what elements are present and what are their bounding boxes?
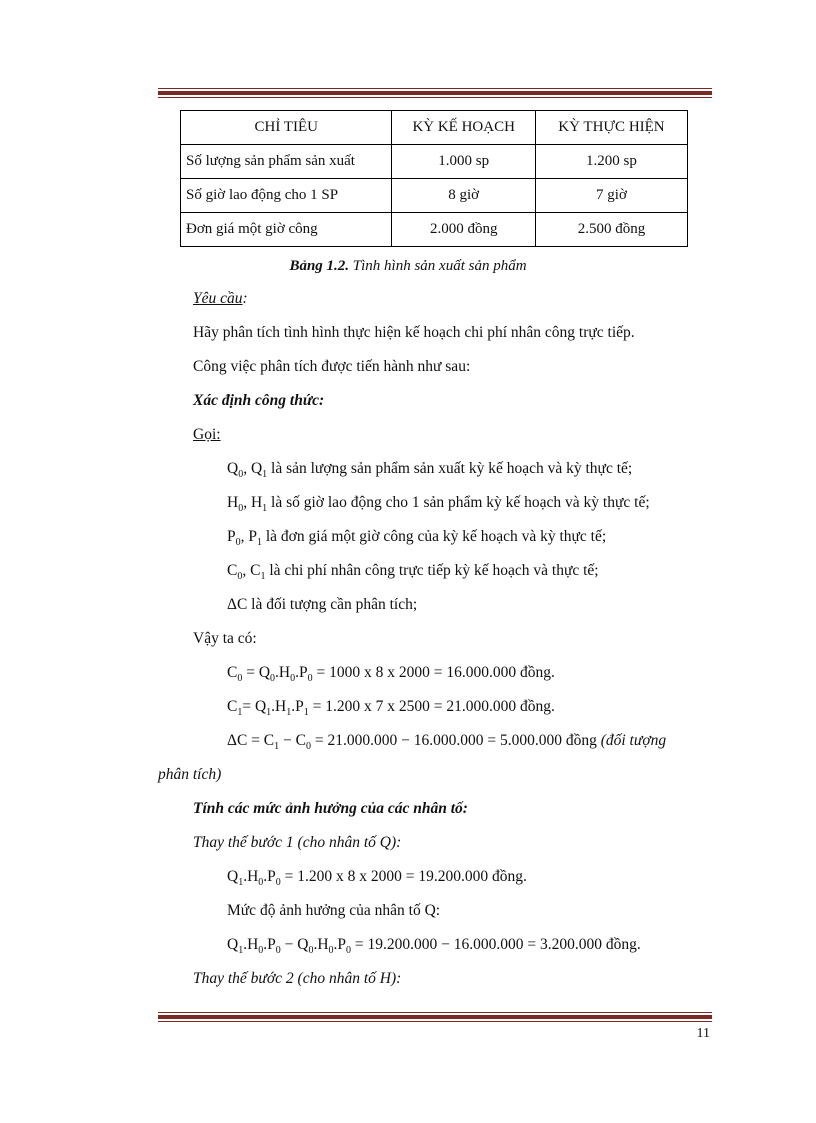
table-cell: 7 giờ — [535, 179, 687, 213]
table-row — [181, 145, 688, 179]
requirement-colon: : — [242, 290, 248, 307]
page-number: 11 — [696, 1026, 710, 1041]
header-cell: KỲ THỰC HIỆN — [535, 111, 687, 145]
production-table — [180, 110, 688, 247]
step2-label: Thay thế bước 2 (cho nhân tố H): — [193, 970, 402, 987]
formula-heading: Xác định công thức: — [193, 392, 325, 409]
requirement-word: Yêu cầu — [193, 290, 243, 307]
effect-q-label: Mức độ ảnh hưởng của nhân tố Q: — [227, 902, 441, 919]
therefore-label: Vậy ta có: — [193, 630, 257, 647]
c0-calc: = 1000 x 8 x 2000 = 16.000.000 đồng. — [312, 664, 555, 681]
header-rule — [158, 88, 712, 98]
table-row — [181, 179, 688, 213]
table-caption — [0, 258, 816, 275]
effect-q-formula: $Q_1.H_0.P_0 - Q_0.H_0.P_0 = 19.200.000 - 16.000.000 = 3.200.000$ đồng. — [227, 936, 641, 957]
table-cell: Số giờ lao động cho 1 SP — [181, 179, 392, 213]
factors-heading: Tính các mức ảnh hưởng của các nhân tố: — [193, 800, 468, 817]
definition-dc: ΔC là đối tượng cần phân tích; — [227, 596, 418, 613]
step1-calc: = 1.200 x 8 x 2000 = 19.200.000 đồng. — [280, 868, 527, 885]
definition-c: $C_0$, $C_1$ là chi phí nhân công trực tiếp kỳ kế hoạch và thực tế; — [227, 562, 599, 583]
step1-label: Thay thế bước 1 (cho nhân tố Q): — [193, 834, 402, 851]
intro-text: Công việc phân tích được tiến hành như sau: — [193, 358, 471, 375]
definition-q: $Q_0$, $Q_1$ là sản lượng sản phẩm sản xuất kỳ kế hoạch và kỳ thực tế; — [227, 460, 633, 481]
dc-calc: = 21.000.000 − 16.000.000 = 5.000.000 đồng — [310, 732, 601, 749]
step1-formula: $Q_1.H_0.P_0 = 1.200$ x 8 x 2000 = 19.200.000 đồng. — [227, 868, 527, 889]
definition-q-text: là sản lượng sản phẩm sản xuất kỳ kế hoạch và kỳ thực tế; — [267, 460, 633, 477]
dc-note-continued: phân tích) — [158, 766, 222, 783]
table-header-row — [181, 111, 688, 145]
c0-formula: $C_0 = Q_0.H_0.P_0 = 1000$ x 8 x 2000 = 16.000.000 đồng. — [227, 664, 555, 685]
table-cell: 2.500 đồng — [535, 213, 687, 247]
header-cell: CHỈ TIÊU — [181, 111, 392, 145]
dc-formula: $\Delta C = C_1 - C_0 = 21.000.000 - 16.000.000 = 5.000.000$ đồng (đối tượng — [227, 732, 667, 753]
definition-h: $H_0$, $H_1$ là số giờ lao động cho 1 sản phẩm kỳ kế hoạch và kỳ thực tế; — [227, 494, 650, 515]
definition-p: $P_0$, $P_1$ là đơn giá một giờ công của kỳ kế hoạch và kỳ thực tế; — [227, 528, 607, 549]
definition-p-text: là đơn giá một giờ công của kỳ kế hoạch và kỳ thực tế; — [262, 528, 607, 545]
table-cell: Đơn giá một giờ công — [181, 213, 392, 247]
definition-h-text: là số giờ lao động cho 1 sản phẩm kỳ kế hoạch và kỳ thực tế; — [267, 494, 650, 511]
definition-c-text: là chi phí nhân công trực tiếp kỳ kế hoạch và thực tế; — [265, 562, 599, 579]
goi-label: Gọi: — [193, 426, 221, 443]
request-text: Hãy phân tích tình hình thực hiện kế hoạch chi phí nhân công trực tiếp. — [193, 324, 635, 341]
table-cell: Số lượng sản phẩm sản xuất — [181, 145, 392, 179]
caption-label: Bảng 1.2. — [289, 258, 350, 274]
caption-text: Tình hình sản xuất sản phẩm — [349, 258, 527, 274]
footer-rule — [158, 1012, 712, 1022]
requirement-label — [193, 290, 248, 308]
table-cell: 1.000 sp — [392, 145, 535, 179]
dc-note: (đối tượng — [600, 732, 667, 749]
table-row — [181, 213, 688, 247]
table-cell: 1.200 sp — [535, 145, 687, 179]
effect-q-calc: = 19.200.000 − 16.000.000 = 3.200.000 đồng. — [351, 936, 641, 953]
table-cell: 8 giờ — [392, 179, 535, 213]
c1-formula: $C_1= Q_1.H_1.P_1 = 1.200$ x 7 x 2500 = 21.000.000 đồng. — [227, 698, 555, 719]
table-cell: 2.000 đồng — [392, 213, 535, 247]
c1-calc: = 1.200 x 7 x 2500 = 21.000.000 đồng. — [312, 698, 555, 715]
header-cell: KỲ KẾ HOẠCH — [392, 111, 535, 145]
